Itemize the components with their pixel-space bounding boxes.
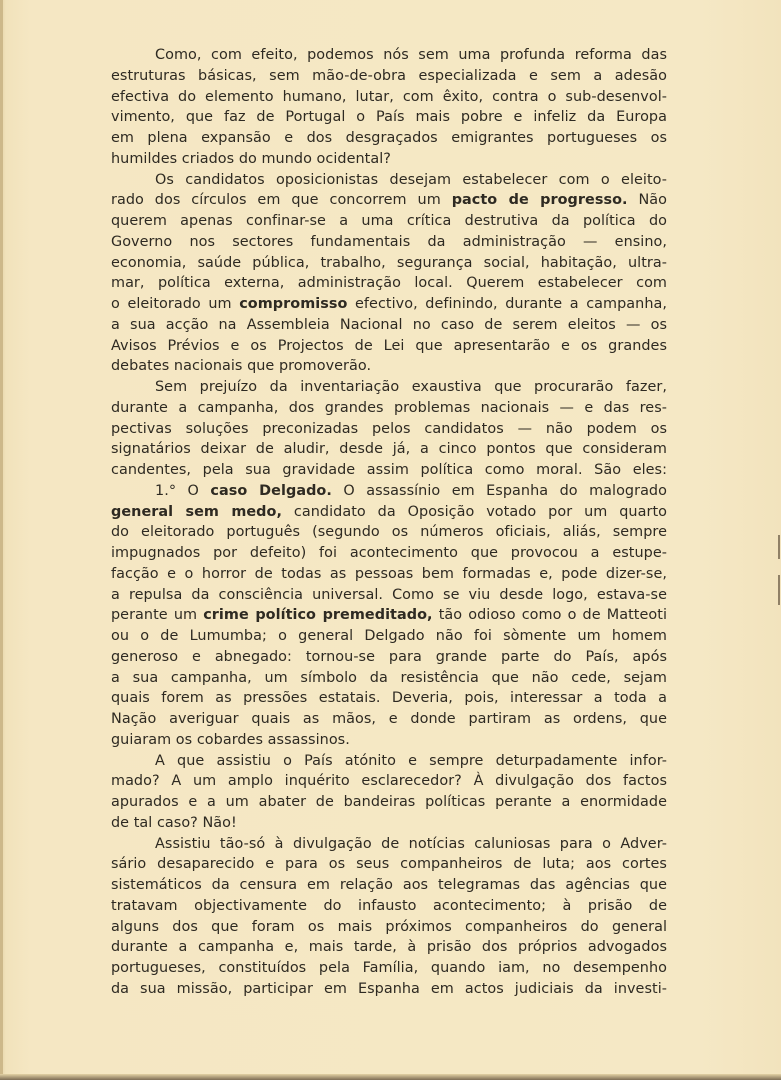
- bold-emphasis: general sem medo,: [111, 503, 282, 520]
- text-line: tratavam objectivamente do infausto acontecimento; à prisão de: [111, 897, 667, 914]
- paragraph-2: [111, 170, 667, 378]
- text-line: estruturas básicas, sem mão-de-obra especializada e sem a adesão: [111, 67, 667, 84]
- text-line: [111, 668, 667, 689]
- text-line: apurados e a um abater de bandeiras políticas perante a enormidade: [111, 794, 667, 810]
- text-run: quais forem as pressões estatais. Deveria, pois, interessar a toda a: [111, 690, 667, 707]
- text-line: signatários deixar de aludir, desde já, a cinco pontos que consideram: [111, 441, 667, 458]
- text-line: [111, 585, 667, 606]
- text-run: 1.° O: [155, 482, 211, 499]
- text-run: ou o de Lumumba; o general Delgado não foi sòmente um homem: [111, 628, 667, 644]
- text-run: efectivo, definindo, durante a campanha,: [347, 296, 667, 312]
- text-run: Os candidatos oposicionistas desejam estabelecer com o eleito-: [155, 171, 667, 188]
- text-run: impugnados por defeito) foi acontecimento que provocou a estupe-: [111, 545, 667, 561]
- text-line: [111, 543, 667, 564]
- margin-mark: [778, 575, 780, 605]
- text-line: em plena expansão e dos desgraçados emigrantes portugueses os: [111, 130, 667, 146]
- text-run: economia, saúde pública, trabalho, segurança social, habitação, ultra-: [111, 254, 667, 271]
- text-line: [111, 502, 667, 523]
- paragraph-3: [111, 377, 667, 481]
- text-line: [111, 647, 667, 668]
- body-text: [111, 45, 667, 1000]
- text-run: guiaram os cobardes assassinos.: [111, 731, 350, 748]
- text-run: Avisos Prévios e os Projectos de Lei que apresentarão e os grandes: [111, 337, 667, 354]
- text-line: [111, 315, 667, 336]
- text-line: [111, 336, 667, 357]
- text-run: a sua campanha, um símbolo da resistência que não cede, sejam: [111, 669, 667, 686]
- text-line: Como, com efeito, podemos nós sem uma profunda reforma das: [155, 47, 667, 63]
- text-line: [111, 253, 667, 274]
- text-run: rado dos círculos em que concorrem um: [111, 192, 452, 209]
- text-line: pectivas soluções preconizadas pelos candidatos — não podem os: [111, 420, 667, 437]
- text-line: da sua missão, participar em Espanha em actos judiciais da investi-: [111, 980, 667, 997]
- text-run: do eleitorado português (segundo os números oficiais, aliás, sempre: [111, 524, 667, 541]
- page-bottom-edge: [0, 1074, 781, 1080]
- text-run: candidato da Oposição votado por um quarto: [282, 503, 667, 520]
- text-run: querem apenas confinar-se a uma crítica destrutiva da política do: [111, 213, 667, 229]
- text-line: portugueses, constituídos pela Família, quando iam, no desempenho: [111, 960, 667, 976]
- text-line: [111, 730, 667, 751]
- paragraph-4-caso-delgado: [111, 481, 667, 751]
- bold-emphasis: compromisso: [239, 296, 348, 312]
- paragraph-5: [111, 751, 667, 834]
- bold-emphasis: crime político premeditado,: [203, 607, 433, 624]
- text-line: Sem prejuízo da inventariação exaustiva que procurarão fazer,: [155, 379, 667, 395]
- text-line: efectiva do elemento humano, lutar, com êxito, contra o sub-desenvol-: [111, 88, 667, 105]
- text-line: Assistiu tão-só à divulgação de notícias caluniosas para o Adver-: [155, 835, 667, 852]
- text-line: de tal caso? Não!: [111, 814, 237, 831]
- text-run: perante um: [111, 607, 204, 624]
- text-line: sistemáticos da censura em relação aos telegramas das agências que: [111, 877, 667, 893]
- text-line: alguns dos que foram os mais próximos companheiros do general: [111, 918, 667, 935]
- text-line: [111, 170, 667, 191]
- text-run: tão odioso como o de Matteoti: [432, 607, 667, 624]
- text-run: Não: [627, 192, 667, 209]
- text-line: [111, 211, 667, 232]
- text-line: sário desaparecido e para os seus companheiros de luta; aos cortes: [111, 856, 667, 873]
- text-line: [111, 232, 667, 253]
- text-line: [111, 709, 667, 730]
- paragraph-1: [111, 45, 667, 170]
- text-run: a sua acção na Assembleia Nacional no caso de serem eleitos — os: [111, 316, 667, 333]
- text-run: Governo nos sectores fundamentais da administração — ensino,: [111, 233, 667, 250]
- text-run: facção e o horror de todas as pessoas bem formadas e, pode dizer-se,: [111, 565, 667, 582]
- text-run: debates nacionais que promoverão.: [111, 358, 372, 375]
- bold-emphasis: pacto de progresso.: [451, 192, 628, 209]
- text-line: [111, 294, 667, 315]
- text-line: durante a campanha, dos grandes problemas nacionais — e das res-: [111, 399, 667, 416]
- text-line: humildes criados do mundo ocidental?: [111, 150, 391, 167]
- text-run: o eleitorado um: [111, 296, 240, 312]
- text-line: A que assistiu o País atónito e sempre deturpadamente infor-: [155, 752, 667, 769]
- text-run: a repulsa da consciência universal. Como se viu desde logo, estava-se: [111, 586, 667, 603]
- text-line: [111, 481, 667, 502]
- text-line: [111, 273, 667, 294]
- text-line: candentes, pela sua gravidade assim política como moral. São eles:: [111, 462, 667, 478]
- text-line: vimento, que faz de Portugal o País mais pobre e infeliz da Europa: [111, 109, 667, 126]
- text-line: [111, 605, 667, 626]
- text-line: [111, 688, 667, 709]
- text-line: [111, 522, 667, 543]
- text-line: mado? A um amplo inquérito esclarecedor? À divulgação dos factos: [111, 773, 667, 790]
- text-line: [111, 564, 667, 585]
- text-line: [111, 626, 667, 647]
- text-run: generoso e abnegado: tornou-se para grande parte do País, após: [111, 648, 667, 665]
- margin-mark: [778, 535, 780, 559]
- text-line: durante a campanha e, mais tarde, à prisão dos próprios advogados: [111, 939, 667, 956]
- page-left-edge: [0, 0, 3, 1080]
- text-run: mar, política externa, administração local. Querem estabelecer com: [111, 275, 667, 292]
- text-run: Nação averiguar quais as mãos, e donde partiram as ordens, que: [111, 711, 667, 727]
- bold-emphasis: caso Delgado.: [210, 482, 332, 499]
- text-line: [111, 190, 667, 211]
- paragraph-6: [111, 834, 667, 1000]
- text-run: O assassínio em Espanha do malogrado: [331, 482, 667, 499]
- text-line: [111, 356, 667, 377]
